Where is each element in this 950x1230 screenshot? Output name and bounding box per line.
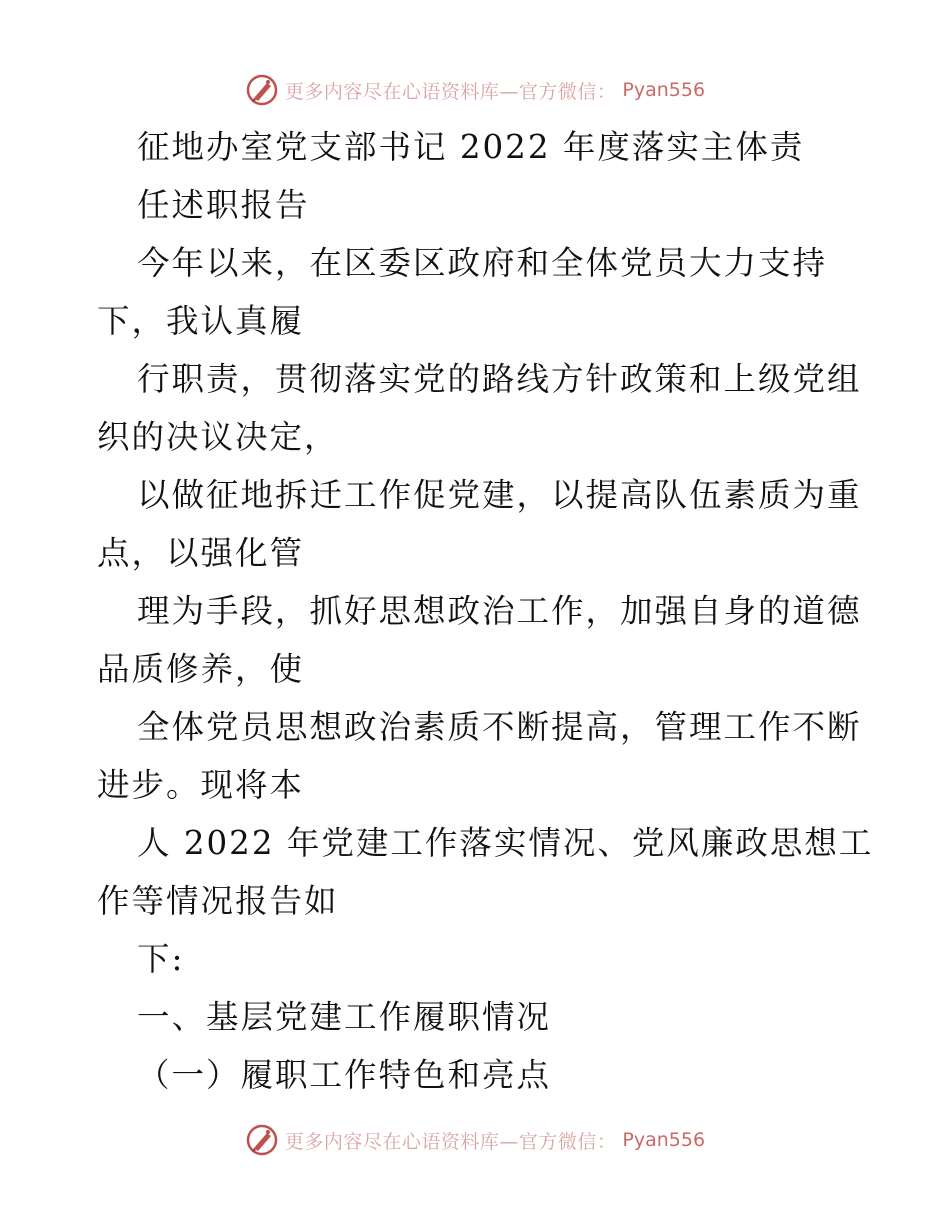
- text-line: 理为手段，抓好思想政治工作，加强自身的道德: [137, 592, 862, 630]
- text-line: 作等情况报告如: [97, 882, 339, 920]
- pen-logo-icon: [245, 1123, 279, 1157]
- text-line: 点，以强化管: [97, 534, 305, 572]
- watermark-handle: Pyan556: [622, 1129, 706, 1151]
- text-line: 下:: [137, 940, 185, 978]
- text-line: 以做征地拆迁工作促党建，以提高队伍素质为重: [137, 476, 862, 514]
- text-line: （一）履职工作特色和亮点: [137, 1056, 552, 1094]
- text-line: 全体党员思想政治素质不断提高，管理工作不断: [137, 708, 862, 746]
- watermark-text: 更多内容尽在心语资料库—官方微信：: [284, 80, 617, 103]
- text-line: 织的决议决定，: [97, 418, 339, 456]
- text-line: 今年以来，在区委区政府和全体党员大力支持: [137, 244, 828, 282]
- text-line: 征地办室党支部书记 2022 年度落实主体责: [137, 128, 805, 166]
- watermark-handle: Pyan556: [622, 79, 706, 101]
- watermark-header: [0, 70, 950, 110]
- text-line: 一、基层党建工作履职情况: [137, 998, 552, 1036]
- watermark-footer: [0, 1120, 950, 1160]
- text-line: 进步。现将本: [97, 766, 305, 804]
- text-line: 行职责，贯彻落实党的路线方针政策和上级党组: [137, 360, 862, 398]
- text-line: 下，我认真履: [97, 302, 305, 340]
- text-line: 任述职报告: [137, 186, 310, 224]
- document-body: [97, 118, 874, 1104]
- text-line: 品质修养，使: [97, 650, 305, 688]
- pen-logo-icon: [245, 73, 279, 107]
- text-line: 人 2022 年党建工作落实情况、党风廉政思想工: [137, 824, 874, 862]
- watermark-text: 更多内容尽在心语资料库—官方微信：: [284, 1130, 617, 1153]
